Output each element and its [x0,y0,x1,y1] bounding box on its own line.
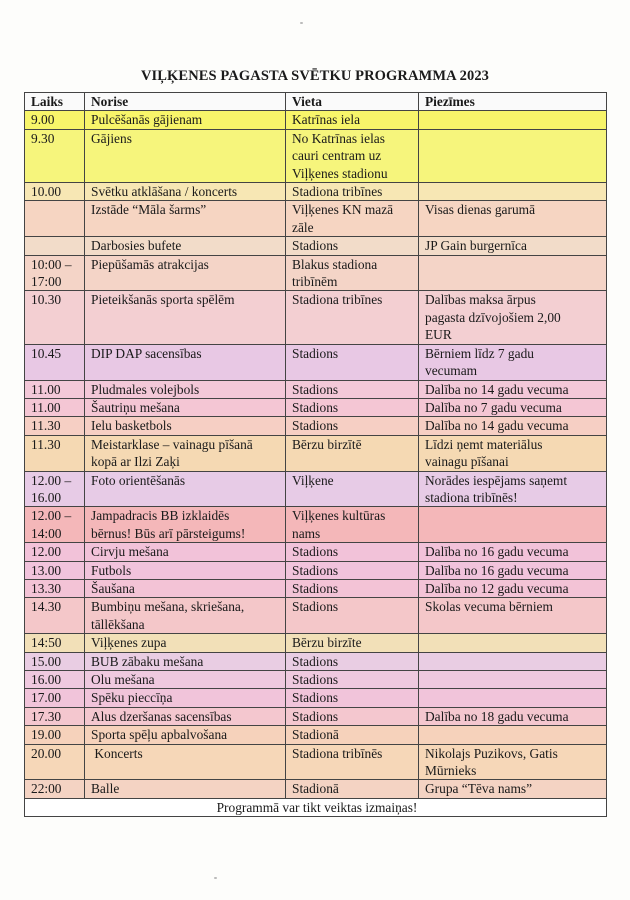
cell-line: Līdzi ņemt materiālus [425,436,543,452]
cell-line: 14:50 [31,635,62,651]
cell-line: EUR [425,327,452,343]
cell-laiks [25,129,85,182]
cell-line: 20.00 [31,745,62,761]
cell-line: Bumbiņu mešana, skriešana, [91,599,245,615]
cell-line: Mūrnieks [425,763,477,779]
cell-norise [85,183,286,201]
table-row [25,417,607,435]
cell-laiks [25,183,85,201]
cell-line: Stadions [292,580,339,596]
cell-norise [85,561,286,579]
cell-line: 17:00 [31,274,62,290]
cell-line: Dalība no 12 gadu vecuma [425,580,569,596]
cell-line: 13.30 [31,580,62,596]
cell-line: 16.00 [31,489,62,505]
cell-vieta [286,707,419,725]
cell-line: 15.00 [31,653,62,669]
cell-norise [85,634,286,652]
table-row [25,744,607,780]
cell-vieta [286,634,419,652]
cell-norise [85,598,286,634]
cell-line: Viļķene [292,472,334,488]
table-footer-row [25,798,607,816]
cell-laiks [25,780,85,798]
cell-line: Alus dzeršanas sacensības [91,708,232,724]
cell-vieta [286,129,419,182]
cell-piezimes [419,507,607,543]
table-row [25,201,607,237]
cell-piezimes [419,398,607,416]
cell-line: Stadiona tribīnēs [292,745,383,761]
cell-vieta [286,543,419,561]
cell-vieta [286,183,419,201]
footer-note: Programmā var tikt veiktas izmaiņas! [25,798,607,816]
cell-line: 11.00 [31,381,61,397]
cell-vieta [286,435,419,471]
cell-piezimes [419,561,607,579]
program-rows [25,111,607,798]
cell-laiks [25,435,85,471]
table-row [25,671,607,689]
cell-line: Dalība no 18 gadu vecuma [425,708,569,724]
cell-line: 13.00 [31,562,62,578]
cell-norise [85,255,286,291]
cell-norise [85,417,286,435]
cell-vieta [286,291,419,344]
cell-norise [85,652,286,670]
cell-vieta [286,201,419,237]
cell-vieta [286,671,419,689]
cell-line: 17.00 [31,690,62,706]
cell-laiks [25,652,85,670]
cell-vieta [286,598,419,634]
table-row [25,435,607,471]
cell-line: 9.00 [31,112,55,128]
cell-line: Viļķenes KN mazā [292,202,394,218]
cell-line: BUB zābaku mešana [91,653,204,669]
cell-line: Meistarklase – vainagu pīšanā [91,436,253,452]
cell-vieta [286,689,419,707]
cell-laiks [25,507,85,543]
cell-norise [85,707,286,725]
cell-norise [85,435,286,471]
cell-line: Norādes iespējams saņemt [425,472,568,488]
cell-line: JP Gain burgernīca [425,238,527,254]
cell-laiks [25,344,85,380]
cell-vieta [286,579,419,597]
cell-line: Visas dienas garumā [425,202,536,218]
cell-line: Stadions [292,672,339,687]
cell-line: Grupa “Tēva nams” [425,781,533,797]
cell-vieta [286,744,419,780]
page-title: VIĻĶENES PAGASTA SVĒTKU PROGRAMMA 2023 [140,68,490,84]
cell-vieta [286,344,419,380]
cell-piezimes [419,129,607,182]
cell-line: Spēku pieccīņa [91,690,173,706]
cell-vieta [286,237,419,255]
table-row [25,543,607,561]
cell-line: Stadions [292,708,339,724]
cell-line: Dalība no 14 gadu vecuma [425,418,569,434]
cell-line: Pulcēšanās gājienam [91,112,203,128]
cell-line: Gājiens [91,130,132,146]
cell-piezimes [419,671,607,689]
cell-line: cauri centram uz [292,148,382,164]
cell-laiks [25,707,85,725]
cell-norise [85,398,286,416]
cell-line: vainagu pīšanai [425,454,509,470]
cell-line: 10:00 – [31,256,72,272]
cell-line: Foto orientēšanās [91,472,186,488]
cell-line: Sporta spēļu apbalvošana [91,727,228,743]
cell-piezimes [419,689,607,707]
cell-line: Jampadracis BB izklaidēs [91,508,230,524]
table-row [25,183,607,201]
table-row [25,598,607,634]
cell-line: 11.30 [31,436,61,452]
cell-line: Blakus stadiona [292,256,378,272]
cell-laiks [25,237,85,255]
table-row [25,237,607,255]
table-row [25,471,607,507]
cell-norise [85,671,286,689]
cell-line: 22:00 [31,781,62,797]
cell-line: Stadions [292,399,339,415]
cell-line: zāle [292,219,314,235]
table-row [25,380,607,398]
cell-laiks [25,561,85,579]
cell-line: Stadions [292,238,339,254]
table-row [25,111,607,129]
cell-line: Dalība no 16 gadu vecuma [425,544,569,560]
cell-line: 19.00 [31,727,62,743]
cell-line: Stadions [292,653,339,669]
table-row [25,652,607,670]
cell-vieta [286,255,419,291]
cell-norise [85,237,286,255]
cell-line: Pludmales volejbols [91,381,200,397]
cell-line: No Katrīnas ielas [292,130,385,146]
cell-piezimes [419,707,607,725]
cell-line: stadiona tribīnēs! [425,489,518,505]
cell-norise [85,344,286,380]
cell-laiks [25,201,85,237]
cell-piezimes [419,579,607,597]
cell-piezimes [419,726,607,744]
cell-line: Stadionā [292,727,339,743]
cell-laiks [25,726,85,744]
cell-line: Cirvju mešana [91,544,169,560]
table-row [25,689,607,707]
cell-laiks [25,398,85,416]
cell-vieta [286,380,419,398]
cell-line: bērnus! Būs arī pārsteigums! [91,525,246,541]
cell-line: Viļķenes stadionu [292,165,388,181]
cell-piezimes [419,237,607,255]
cell-laiks [25,417,85,435]
cell-norise [85,380,286,398]
cell-laiks [25,689,85,707]
cell-piezimes [419,417,607,435]
cell-laiks [25,744,85,780]
cell-line: Šautriņu mešana [91,399,180,415]
cell-line: tribīnēm [292,274,338,290]
cell-line: Stadions [292,599,339,615]
cell-line: Stadiona tribīnes [292,184,383,200]
cell-line: 17.30 [31,708,62,724]
cell-norise [85,744,286,780]
cell-laiks [25,471,85,507]
cell-piezimes [419,291,607,344]
cell-norise [85,471,286,507]
cell-line: vecumam [425,363,478,379]
cell-norise [85,726,286,744]
cell-line: Balle [91,781,120,797]
cell-laiks [25,291,85,344]
cell-laiks [25,255,85,291]
cell-line: Bērzu birzītē [292,436,362,452]
cell-line: 16.00 [31,672,62,687]
cell-vieta [286,417,419,435]
cell-line: Izstāde “Māla šarms” [91,202,207,218]
table-header-row [25,93,607,111]
cell-norise [85,507,286,543]
cell-line: DIP DAP sacensības [91,345,202,361]
cell-piezimes [419,111,607,129]
cell-line: Stadions [292,544,339,560]
cell-norise [85,111,286,129]
cell-piezimes [419,380,607,398]
cell-line: nams [292,525,321,541]
cell-laiks [25,543,85,561]
cell-piezimes [419,598,607,634]
scan-speck [214,877,217,879]
cell-line: Svētku atklāšana / koncerts [91,184,238,200]
table-row [25,291,607,344]
table-row [25,726,607,744]
cell-line: Pieteikšanās sporta spēlēm [91,292,235,308]
cell-vieta [286,652,419,670]
cell-piezimes [419,780,607,798]
cell-piezimes [419,435,607,471]
cell-norise [85,689,286,707]
cell-line: Darbosies bufete [91,238,182,254]
cell-line: 10.00 [31,184,62,200]
cell-line: 12.00 [31,544,62,560]
cell-norise [85,129,286,182]
cell-vieta [286,507,419,543]
cell-line: Stadionā [292,781,339,797]
cell-piezimes [419,471,607,507]
cell-vieta [286,780,419,798]
cell-piezimes [419,344,607,380]
cell-piezimes [419,255,607,291]
cell-line: Stadions [292,345,339,361]
cell-line: 9.30 [31,130,55,146]
cell-piezimes [419,201,607,237]
cell-line: Dalības maksa ārpus [425,292,536,308]
cell-line: Skolas vecuma bērniem [425,599,553,615]
column-header-norise: Norise [85,93,286,111]
cell-piezimes [419,634,607,652]
cell-line: Bērniem līdz 7 gadu [425,345,534,361]
cell-line: pagasta dzīvojošiem 2,00 [425,309,561,325]
cell-norise [85,543,286,561]
cell-line: 12.00 – [31,508,72,524]
cell-vieta [286,111,419,129]
cell-line: Stadions [292,418,339,434]
cell-line: Katrīnas iela [292,112,361,128]
cell-line: Šaušana [91,580,135,596]
cell-vieta [286,726,419,744]
table-row [25,707,607,725]
cell-line: 14.30 [31,599,62,615]
cell-line: Stadions [292,562,339,578]
cell-line: tāllēkšana [91,616,145,632]
cell-line: Olu mešana [91,672,155,687]
column-header-laiks: Laiks [25,93,85,111]
cell-line: kopā ar Ilzi Zaķi [91,454,180,470]
cell-norise [85,579,286,597]
cell-line: Stadiona tribīnes [292,292,383,308]
cell-piezimes [419,744,607,780]
cell-vieta [286,471,419,507]
cell-line: 12.00 – [31,472,72,488]
cell-line: Futbols [91,562,132,578]
cell-line: 10.45 [31,345,62,361]
cell-norise [85,291,286,344]
table-row [25,255,607,291]
cell-laiks [25,111,85,129]
cell-piezimes [419,652,607,670]
cell-piezimes [419,543,607,561]
cell-line: 10.30 [31,292,62,308]
table-row [25,780,607,798]
cell-norise [85,780,286,798]
cell-line: 14:00 [31,525,62,541]
program-table [24,92,607,817]
cell-line: Piepūšamās atrakcijas [91,256,209,272]
cell-line: Bērzu birzīte [292,635,362,651]
cell-laiks [25,634,85,652]
cell-line: Dalība no 16 gadu vecuma [425,562,569,578]
cell-line: 11.00 [31,399,61,415]
cell-laiks [25,598,85,634]
cell-laiks [25,579,85,597]
cell-vieta [286,561,419,579]
cell-vieta [286,398,419,416]
cell-laiks [25,671,85,689]
cell-line: Viļķenes zupa [91,635,167,651]
cell-line: 11.30 [31,418,61,434]
table-row [25,398,607,416]
table-row [25,561,607,579]
cell-line: Stadions [292,690,339,706]
table-row [25,129,607,182]
column-header-piezimes: Piezīmes [419,93,607,111]
cell-line: Stadions [292,381,339,397]
cell-line: Dalība no 7 gadu vecuma [425,399,562,415]
table-row [25,344,607,380]
cell-piezimes [419,183,607,201]
table-row [25,507,607,543]
cell-line: Viļķenes kultūras [292,508,386,524]
table-row [25,579,607,597]
cell-norise [85,201,286,237]
scan-speck [300,22,303,24]
cell-laiks [25,380,85,398]
cell-line: Nikolajs Puzikovs, Gatis [425,745,558,761]
column-header-vieta: Vieta [286,93,419,111]
cell-line: Dalība no 14 gadu vecuma [425,381,569,397]
table-row [25,634,607,652]
cell-line: Koncerts [91,745,143,761]
cell-line: Ielu basketbols [91,418,172,434]
